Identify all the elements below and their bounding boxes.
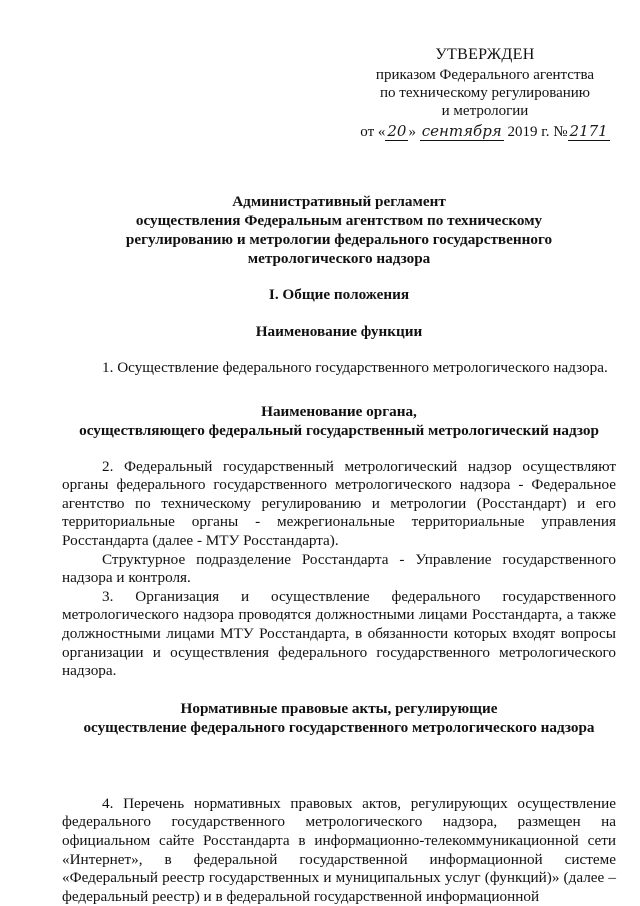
heading-organ-line-2: осуществляющего федеральный государственный метрологический надзор [79, 421, 599, 439]
paragraph-2b: Структурное подразделение Росстандарта - Управление государственного надзора и контроля. [62, 550, 616, 587]
title-line-1: Административный регламент [232, 193, 446, 210]
title-line-3: регулированию и метрологии федерального государственного [125, 231, 553, 248]
document-body [62, 192, 616, 906]
title-line-2: осуществления Федеральным агентством по техническому [135, 212, 543, 229]
heading-organ [62, 402, 616, 440]
approval-line-3: и метрологии [441, 103, 529, 119]
spacer-large [62, 755, 616, 795]
handwritten-day: 20 [387, 122, 407, 140]
paragraph-4: 4. Перечень нормативных правовых актов, регулирующих осуществление федерального государственного метрологического надзора, размещен на официальном сайте Росстандарта в информационно-телекоммуникационной сети «Интернет», в федеральной государственной информационной системе «Федеральный реестр государственных и муниципальных услуг (функций)» (далее – федеральный реестр) и в федеральной государственной информационной [62, 794, 616, 905]
date-year: 2019 г. № [503, 124, 568, 140]
approval-block [350, 46, 620, 141]
paragraph-1: 1. Осуществление федерального государственного метрологического надзора. [102, 359, 608, 376]
handwritten-number: 2171 [569, 122, 608, 140]
approval-stamp: УТВЕРЖДЕН [435, 46, 535, 63]
approval-line-2: по техническому регулированию [379, 85, 591, 101]
date-mid: » [408, 124, 420, 140]
spacer [62, 681, 616, 699]
heading-acts [62, 699, 616, 737]
heading-acts-line-1: Нормативные правовые акты, регулирующие [180, 699, 498, 717]
paragraph-3: 3. Организация и осуществление федерального государственного метрологического надзора проводятся должностными лицами Росстандарта, а также должностными лицами МТУ Росстандарта, в обязанности которых входят вопросы организации и осуществления федерального государственного метрологического надзора. [62, 587, 616, 680]
approval-line-1: приказом Федерального агентства [375, 67, 595, 83]
date-prefix: от « [360, 124, 386, 140]
heading-organ-line-1: Наименование органа, [261, 402, 417, 420]
title-line-4: метрологического надзора [247, 250, 431, 267]
handwritten-month: сентября [421, 122, 502, 140]
paragraph-2: 2. Федеральный государственный метрологический надзор осуществляют органы федерального государственного метрологического надзора - Федеральное агентство по техническому регулированию и метрологии (Росстандарт) и его территориальные органы - межрегиональные территориальные управления Росстандарта (далее - МТУ Росстандарта). [62, 457, 616, 549]
approval-date-line [350, 122, 620, 141]
heading-function: Наименование функции [255, 323, 423, 340]
heading-acts-line-2: осуществление федерального государственного метрологического надзора [83, 718, 595, 736]
document-title [62, 192, 616, 268]
section-heading: I. Общие положения [268, 286, 410, 303]
